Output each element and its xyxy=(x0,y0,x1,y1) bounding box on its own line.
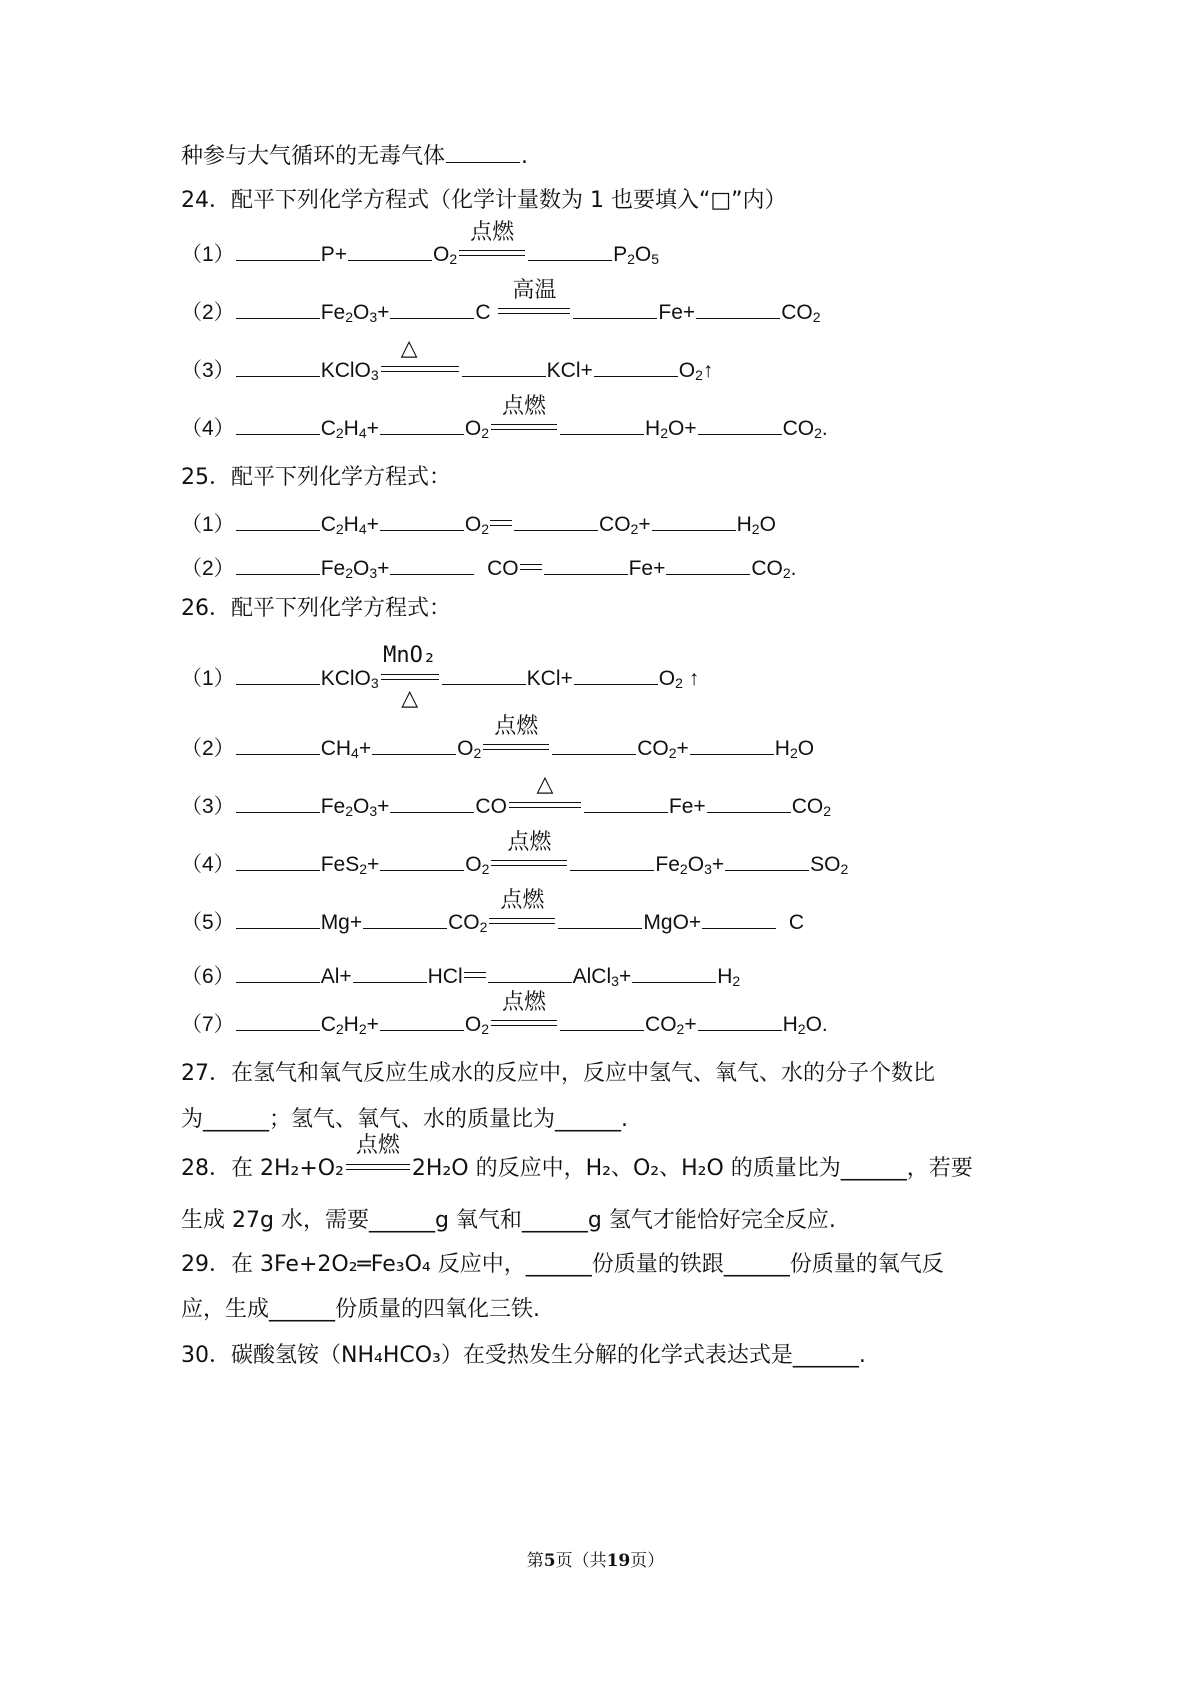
answer-blank[interactable] xyxy=(552,732,636,755)
q26-eq6: （6） Al+ HCl AlCl$_3$+ $H_2$ xyxy=(181,960,740,996)
q26-eq5: （5） $Mg+ CO_2$ 点燃 MgO+ C xyxy=(181,887,805,935)
answer-blank[interactable] xyxy=(236,906,320,929)
answer-blank[interactable] xyxy=(236,508,320,531)
answer-blank[interactable] xyxy=(446,140,520,163)
answer-blank[interactable] xyxy=(380,848,464,871)
answer-blank[interactable] xyxy=(558,906,642,929)
page-total: 19 xyxy=(606,1551,631,1571)
answer-blank[interactable] xyxy=(698,1008,782,1031)
answer-blank[interactable] xyxy=(594,354,678,377)
q26-eq4: （4） $FeS_2+ O_2$ 点燃 $Fe_2O_3+ SO_2$ xyxy=(181,829,849,877)
answer-blank[interactable] xyxy=(236,552,320,575)
answer-blank[interactable] xyxy=(236,960,320,983)
answer-blank[interactable] xyxy=(363,906,447,929)
answer-blank[interactable] xyxy=(462,354,546,377)
answer-blank[interactable] xyxy=(560,412,644,435)
q24-eq4: （4） $C_2H_4+ O_2$ 点燃 $H_2O+ CO_2$. xyxy=(181,393,828,441)
answer-blank[interactable] xyxy=(353,960,427,983)
answer-blank[interactable] xyxy=(666,552,750,575)
answer-blank[interactable] xyxy=(372,732,456,755)
question-27-line2: 为______；氢气、氧气、水的质量比为______. xyxy=(181,1107,628,1132)
answer-blank[interactable] xyxy=(236,662,320,685)
answer-blank[interactable] xyxy=(390,552,474,575)
answer-blank[interactable] xyxy=(584,790,668,813)
reaction-arrow: 点燃 xyxy=(346,1163,410,1173)
answer-blank[interactable] xyxy=(560,1008,644,1031)
answer-blank[interactable] xyxy=(390,296,474,319)
question-25-heading: 25．配平下列化学方程式： xyxy=(181,465,451,490)
question-28-line2: 生成 27g 水，需要______g 氧气和______g 氢气才能恰好完全反应. xyxy=(181,1208,836,1233)
answer-blank[interactable] xyxy=(380,1008,464,1031)
question-29-line2: 应，生成______份质量的四氧化三铁. xyxy=(181,1297,540,1322)
answer-blank[interactable] xyxy=(725,848,809,871)
q24-eq2: （2） $Fe_2O_3+ C$ 高温 $Fe+ CO_2$ xyxy=(181,277,821,325)
q26-eq7: （7） $C_2H_2+ O_2$ 点燃 $CO_2+ H_2O$. xyxy=(181,989,828,1037)
answer-blank[interactable] xyxy=(632,960,716,983)
question-28-line1: 28．在 2H₂+O₂ 点燃 2H₂O 的反应中，H₂、O₂、H₂O 的质量比为______，若要 xyxy=(181,1133,973,1181)
answer-blank[interactable] xyxy=(574,662,658,685)
q26-eq1: （1） KClO$_3$ MnO₂ △ $KCl+ O_2$ ↑ xyxy=(181,643,700,710)
answer-blank[interactable] xyxy=(236,238,320,261)
answer-blank[interactable] xyxy=(652,508,736,531)
reaction-arrow: 点燃 xyxy=(489,917,555,927)
text-line: 种参与大气循环的无毒气体 . xyxy=(181,140,528,172)
question-27-line1: 27．在氢气和氧气反应生成水的反应中，反应中氢气、氧气、水的分子个数比 xyxy=(181,1061,935,1086)
answer-blank[interactable] xyxy=(380,412,464,435)
reaction-arrow: 点燃 xyxy=(459,249,525,259)
answer-blank[interactable] xyxy=(442,662,526,685)
reaction-arrow: △ xyxy=(381,365,459,375)
question-26-heading: 26．配平下列化学方程式： xyxy=(181,596,451,621)
answer-blank[interactable] xyxy=(528,238,612,261)
q25-eq2: （2） $Fe_2O_3+$ CO $Fe+ CO_2$. xyxy=(181,552,797,588)
reaction-arrow: MnO₂ △ xyxy=(381,673,439,683)
question-29-line1: 29．在 3Fe+2O₂═Fe₃O₄ 反应中，______份质量的铁跟______份质量的氧气反 xyxy=(181,1252,944,1277)
reaction-arrow: 点燃 xyxy=(491,859,567,869)
answer-blank[interactable] xyxy=(707,790,791,813)
answer-blank[interactable] xyxy=(390,790,474,813)
answer-blank[interactable] xyxy=(488,960,572,983)
answer-blank[interactable] xyxy=(690,732,774,755)
reaction-arrow: 点燃 xyxy=(491,1019,557,1029)
answer-blank[interactable] xyxy=(380,508,464,531)
answer-blank[interactable] xyxy=(348,238,432,261)
page-footer: 第5页（共19页） xyxy=(526,1551,665,1571)
answer-blank[interactable] xyxy=(236,296,320,319)
q25-eq1: （1） $C_2H_4+ O_2$ $CO_2+ H_2O$ xyxy=(181,508,776,544)
q26-eq2: （2） $CH_4+ O_2$ 点燃 $CO_2+ H_2O$ xyxy=(181,713,815,761)
answer-blank[interactable] xyxy=(696,296,780,319)
reaction-arrow: △ xyxy=(509,801,581,811)
reaction-arrow: 高温 xyxy=(498,307,570,317)
answer-blank[interactable] xyxy=(236,1008,320,1031)
answer-blank[interactable] xyxy=(698,412,782,435)
answer-blank[interactable] xyxy=(702,906,776,929)
q26-eq3: （3） $Fe_2O_3+$ CO △ $Fe+ CO_2$ xyxy=(181,771,831,819)
answer-blank[interactable] xyxy=(236,848,320,871)
answer-blank[interactable] xyxy=(236,732,320,755)
answer-blank[interactable] xyxy=(236,354,320,377)
question-24-heading: 24．配平下列化学方程式（化学计量数为 1 也要填入“□”内） xyxy=(181,188,787,213)
answer-blank[interactable] xyxy=(570,848,654,871)
answer-blank[interactable] xyxy=(514,508,598,531)
question-30: 30．碳酸氢铵（NH₄HCO₃）在受热发生分解的化学式表达式是______. xyxy=(181,1343,866,1368)
q24-eq1: （1） $P+ O_2$ 点燃 $P_2O_5$ xyxy=(181,219,660,267)
answer-blank[interactable] xyxy=(236,412,320,435)
answer-blank[interactable] xyxy=(236,790,320,813)
answer-blank[interactable] xyxy=(573,296,657,319)
answer-blank[interactable] xyxy=(544,552,628,575)
reaction-arrow: 点燃 xyxy=(483,743,549,753)
q24-eq3: （3） KClO$_3$ △ $KCl+ O_2↑$ xyxy=(181,335,714,383)
page-number: 5 xyxy=(543,1551,556,1571)
reaction-arrow: 点燃 xyxy=(491,423,557,433)
